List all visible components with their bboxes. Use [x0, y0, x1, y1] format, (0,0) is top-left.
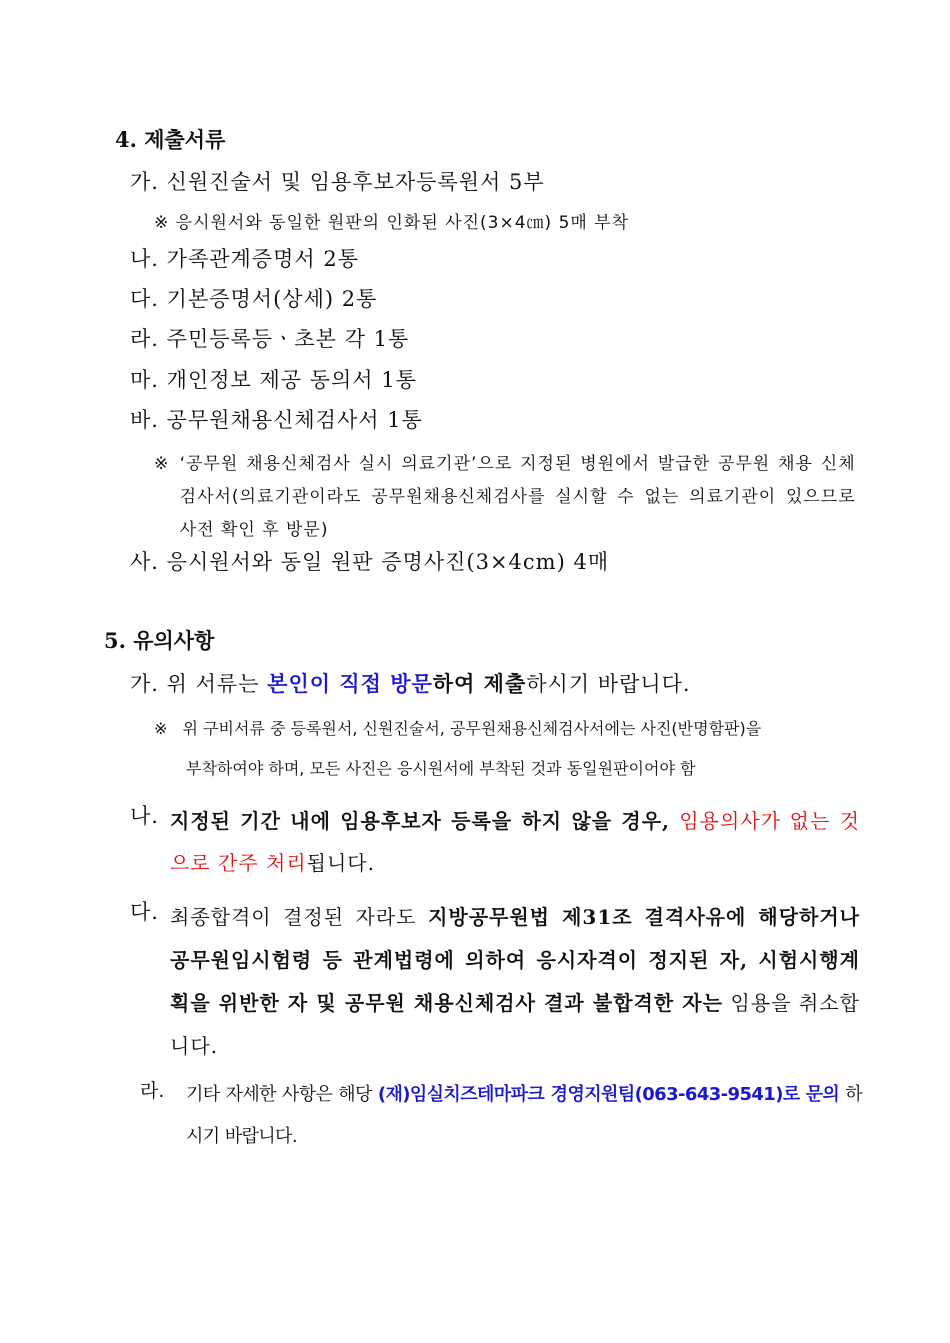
- caution-ra-inquiry: 문의: [805, 1084, 840, 1105]
- caution-da: [170, 896, 860, 1068]
- note-photo: [154, 208, 629, 233]
- item-text: 공무원채용신체검사서 1통: [166, 408, 423, 432]
- item-marker: 가.: [130, 170, 159, 194]
- caution-na-emphasis-1: 임용의사가 없는: [679, 809, 831, 833]
- item-marker: 마.: [130, 368, 159, 392]
- item-text: 주민등록등ㆍ초본 각 1통: [166, 327, 410, 351]
- item-ra: [130, 323, 409, 353]
- note-marker: ※: [154, 719, 168, 738]
- caution-ga: [130, 668, 691, 698]
- note-text: 응시원서와 동일한 원판의 인화된 사진(3×4㎝) 5매 부착: [175, 213, 630, 233]
- caution-ra-text-1: 기타 자세한 사항은 해당: [186, 1084, 378, 1105]
- caution-ra-text-4: 하시기 바랍니다.: [186, 1084, 862, 1147]
- item-ba: [130, 404, 423, 434]
- item-marker: 라.: [130, 327, 159, 351]
- caution-na-text-1: 지정된 기간 내에 임용후보자 등록을 하지 않을 경우,: [170, 809, 680, 833]
- caution-na: [170, 800, 860, 884]
- item-text: 개인정보 제공 동의서 1통: [166, 368, 417, 392]
- note-photo-attach: [154, 716, 761, 739]
- item-ga: [130, 166, 545, 196]
- caution-na-emphasis-2: 것으로 간주 처리: [170, 809, 860, 875]
- caution-ra: [186, 1074, 862, 1158]
- caution-text-5: 하시기 바랍니다.: [526, 672, 691, 696]
- caution-text-1: 위 서류는: [166, 672, 268, 696]
- caution-da-text-1: 최종합격이 결정된 자라도: [170, 905, 429, 929]
- item-text: 기본증명서(상세) 2통: [166, 287, 378, 311]
- note-medical: [154, 448, 860, 547]
- item-marker: 사.: [130, 550, 159, 574]
- item-da: [130, 283, 377, 313]
- caution-da-text-3: 임용을 취소합니다.: [170, 991, 860, 1058]
- item-marker: 나.: [130, 247, 159, 271]
- item-ma: [130, 364, 417, 394]
- item-marker: 가.: [130, 672, 159, 696]
- caution-emphasis-submit: 제출: [483, 671, 527, 696]
- caution-emphasis-visit: 본인이 직접 방문: [267, 671, 433, 696]
- caution-da-marker: 다.: [130, 900, 159, 924]
- item-na: [130, 243, 359, 273]
- caution-na-text-4: 됩니다.: [306, 851, 375, 875]
- section-5-heading: 5. 유의사항: [104, 628, 215, 653]
- note-line-1: 위 구비서류 중 등록원서, 신원진술서, 공무원채용신체검사서에는 사진(반명함판)을: [182, 719, 762, 738]
- item-marker: 다.: [130, 287, 159, 311]
- item-text: 가족관계증명서 2통: [166, 247, 359, 271]
- note-marker: ※: [154, 454, 170, 474]
- item-sa: [130, 546, 609, 576]
- item-text: 응시원서와 동일 원판 증명사진(3×4cm) 4매: [166, 550, 610, 574]
- caution-text-3: 하여: [432, 671, 484, 696]
- caution-ra-marker: 라.: [140, 1080, 165, 1102]
- caution-ra-contact: (재)임실치즈테마파크 경영지원팀(063-643-9541)로: [377, 1084, 800, 1105]
- note-text: ‘공무원 채용신체검사 실시 의료기관’으로 지정된 병원에서 발급한 공무원 채용 신체 검사서(의료기관이라도 공무원채용신체검사를 실시할 수 없는 의료기관이 있으므로 사전 확인 후 방문): [179, 454, 856, 540]
- note-photo-attach-line2: 부착하여야 하며, 모든 사진은 응시원서에 부착된 것과 동일원판이어야 함: [186, 759, 696, 778]
- note-marker: ※: [154, 213, 170, 233]
- caution-da-emphasis: 지방공무원법 제31조 결격사유에 해당하거나 공무원임시험령 등 관계법령에 의하여 응시자격이 정지된 자, 시험시행계획을 위반한 자 및 공무원 채용신체검사 결과 불합격한 자는: [170, 905, 861, 1015]
- item-text: 신원진술서 및 임용후보자등록원서 5부: [166, 170, 545, 194]
- item-marker: 바.: [130, 408, 159, 432]
- caution-na-marker: 나.: [130, 804, 159, 828]
- section-4-heading: 4. 제출서류: [115, 127, 226, 152]
